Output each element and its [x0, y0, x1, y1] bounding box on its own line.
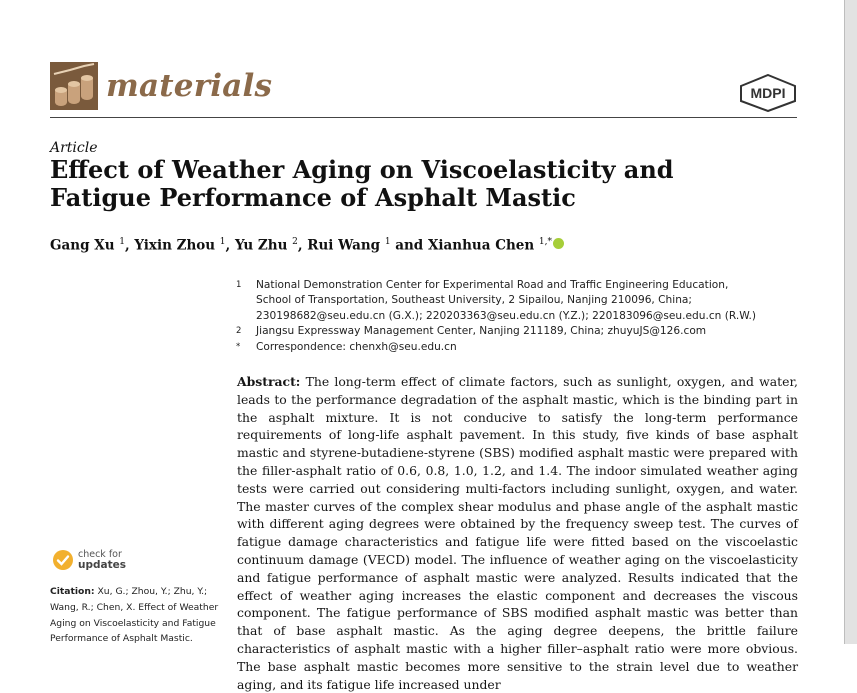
check-for-updates-badge[interactable]	[52, 549, 126, 571]
affiliation-line: School of Transportation, Southeast University, 2 Sipailou, Nanjing 210096, China;	[256, 294, 692, 307]
affiliation-mark: 2	[236, 326, 242, 337]
affiliations	[236, 278, 756, 355]
journal-emblem-icon	[50, 62, 98, 110]
check-updates-line2: updates	[78, 559, 126, 571]
affiliation-mark: *	[236, 341, 241, 352]
correspondence	[236, 340, 756, 355]
author-affil-mark: 1,*	[538, 237, 552, 247]
affiliation-item	[236, 324, 756, 339]
article-type: Article	[50, 140, 98, 156]
author-affil-mark: 1	[119, 237, 125, 247]
mdpi-logo	[736, 74, 800, 116]
author-name[interactable]: Gang Xu	[50, 237, 115, 254]
orcid-icon[interactable]	[553, 238, 564, 249]
abstract-label: Abstract:	[237, 374, 301, 389]
journal-logo	[50, 62, 272, 110]
author-affil-mark: 1	[384, 237, 391, 247]
affiliation-line: 230198682@seu.edu.cn (G.X.); 220203363@seu.edu.cn (Y.Z.); 220183096@seu.edu.cn (R.W.)	[256, 309, 756, 322]
author-name[interactable]: Yixin Zhou	[134, 237, 216, 254]
paper-title: Effect of Weather Aging on Viscoelasticity and Fatigue Performance of Asphalt Mastic	[50, 155, 674, 212]
check-updates-line1: check for	[78, 549, 122, 560]
author-name[interactable]: Yu Zhu	[234, 237, 288, 254]
author-name[interactable]: Xianhua Chen	[427, 237, 535, 254]
citation	[50, 584, 220, 647]
citation-text: Xu, G.; Zhou, Y.; Zhu, Y.; Wang, R.; Chen, X. Effect of Weather Aging on Viscoelasticity and Fatigue Performance of Asphalt Mastic.	[50, 586, 219, 645]
author-affil-mark: 2	[292, 237, 298, 247]
affiliation-line: Jiangsu Expressway Management Center, Nanjing 211189, China; zhuyuJS@126.com	[256, 325, 707, 338]
affiliation-mark: 1	[236, 280, 242, 290]
author-list: Gang Xu $^1$, Yixin Zhou $^1$, Yu Zhu $^2$, Rui Wang $^1$ and Xianhua Chen $^{1,*}$	[50, 237, 564, 254]
citation-label: Citation:	[50, 586, 95, 597]
affiliation-line: National Demonstration Center for Experimental Road and Traffic Engineering Education,	[256, 279, 729, 291]
abstract	[237, 373, 798, 693]
author-affil-mark: 1	[219, 237, 226, 247]
publisher-name: MDPI	[750, 85, 786, 101]
check-updates-icon	[52, 549, 74, 571]
correspondence-line: Correspondence: chenxh@seu.edu.cn	[256, 340, 457, 353]
affiliation-item	[236, 278, 756, 324]
viewer-right-border	[844, 0, 857, 644]
journal-name: materials	[106, 68, 273, 104]
author-name[interactable]: Rui Wang	[307, 237, 381, 254]
header-rule	[50, 117, 797, 118]
abstract-text: The long-term effect of climate factors, such as sunlight, oxygen, and water, leads to the performance degradation of the asphalt mastic, which is the binding part in the asphalt mixture. It is not conducive to satisfy the long-term performance requirements of long-life asphalt pavement. In this study, five kinds of base asphalt mastic and styrene-butadiene-styrene (SBS) modified asphalt mastic were prepared with the filler-asphalt ratio of 0.6, 0.8, 1.0, 1.2, and 1.4. The indoor simulated weather aging tests were carried out considering multi-factors including sunlight, oxygen, and water. The master curves of the complex shear modulus and phase angle of the asphalt mastic with different aging degrees were obtained by the frequency sweep test. The curves of fatigue damage characteristics and fatigue life were fitted based on the viscoelastic continuum damage (VECD) model. The influence of weather aging on the viscoelasticity and fatigue performance of asphalt mastic were analyzed. Results indicated that the effect of weather aging increases the elastic component and decreases the viscous component. The fatigue performance of SBS modified asphalt mastic was better than that of base asphalt mastic. As the aging degree deepens, the brittle failure characteristics of asphalt mastic with a higher filler–asphalt ratio were more obvious. The base asphalt mastic becomes more sensitive to the strain level due to weather aging, and its fatigue life increased under	[237, 374, 798, 692]
